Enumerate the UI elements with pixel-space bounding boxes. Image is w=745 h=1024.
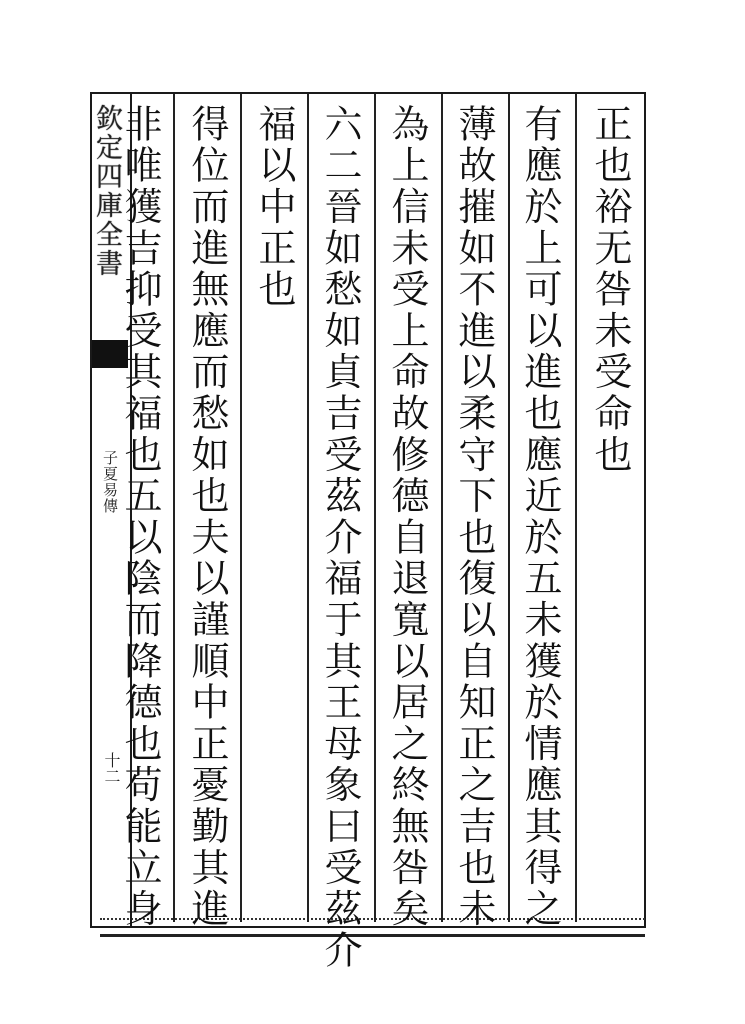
column-rule [575,94,577,922]
text-column-2: 有應於上可以進也應近於五未獲於情應其得之 [518,104,562,930]
text-column-8: 非唯獲吉抑受其福也五以陰而降德也苟能立身 [118,104,162,930]
text-column-1: 正也裕无咎未受命也 [588,104,632,476]
book-title: 子夏易傳 [101,450,119,514]
column-rule [307,94,309,922]
bottom-border-ornament [100,918,645,937]
text-column-6: 福以中正也 [252,104,296,311]
text-column-7: 得位而進無應而愁如也夫以謹順中正憂勤其進 [185,104,229,930]
page-number: 十二 [102,752,121,784]
column-rule [240,94,242,922]
text-column-5: 六二晉如愁如貞吉受茲介福于其王母象曰受茲介 [318,104,362,972]
column-rule [441,94,443,922]
book-series-title: 欽定四庫全書 [91,104,122,278]
column-rule [374,94,376,922]
text-column-3: 薄故摧如不進以柔守下也復以自知正之吉也未 [452,104,496,930]
column-rule [508,94,510,922]
text-column-4: 為上信未受上命故修德自退寬以居之終無咎矣 [385,104,429,930]
column-rule [173,94,175,922]
